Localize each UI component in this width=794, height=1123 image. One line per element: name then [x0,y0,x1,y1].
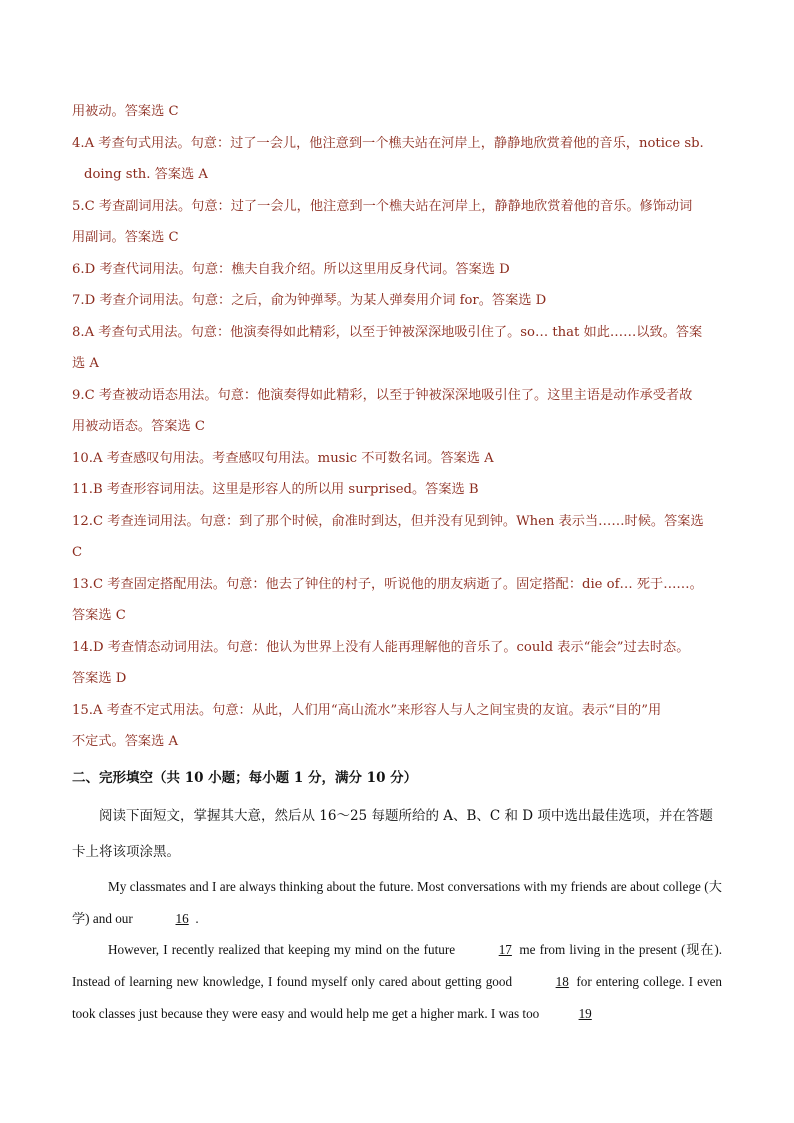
blank-17: 17 [498,942,512,958]
answer-line: 答案选 C [72,608,126,623]
answer-line: 用被动。答案选 C [72,104,179,119]
cloze-passage [72,871,722,1030]
passage-text: . [195,910,199,926]
answer-line: 10.A 考查感叹句用法。考查感叹句用法。music 不可数名词。答案选 A [72,450,494,466]
answer-line: 用副词。答案选 C [72,230,179,245]
answer-line: doing sth. 答案选 A [84,167,208,182]
answer-line: 选 A [72,356,99,371]
answer-line: 6.D 考查代词用法。句意：樵夫自我介绍。所以这里用反身代词。答案选 D [72,261,510,277]
answer-line: 4.A 考查句式用法。句意：过了一会儿，他注意到一个樵夫站在河岸上，静静地欣赏着他的音乐，notice sb. [72,135,704,151]
instruction-text: 阅读下面短文，掌握其大意，然后从 16～25 每题所给的 A、B、C 和 D 项中选出最佳选项，并在答题卡上将该项涂黑。 [72,808,713,860]
passage-paragraph [72,871,722,934]
answer-explanations [72,96,727,758]
section-title: 二、完形填空（共 10 小题；每小题 1 分，满分 10 分） [72,770,418,786]
passage-paragraph [72,934,722,1029]
passage-text: me from living in the present (现在). Instead of learning new knowledge, I found myself only cared about getting good [72,942,723,990]
blank-18: 18 [555,974,569,990]
passage-text: for entering college. I even took classes just because they were easy and would help me get a higher mark. I was too [72,974,723,1021]
answer-line: 15.A 考查不定式用法。句意：从此，人们用“高山流水”来形容人与人之间宝贵的友谊。表示“目的”用 [72,702,662,718]
answer-line: C [72,545,83,560]
answer-line: 11.B 考查形容词用法。这里是形容人的所以用 surprised。答案选 B [72,482,479,497]
answer-line: 不定式。答案选 A [72,734,179,749]
answer-line: 答案选 D [72,671,127,686]
answer-line: 8.A 考查句式用法。句意：他演奏得如此精彩，以至于钟被深深地吸引住了。so… that 如此……以致。答案 [72,324,703,340]
passage-text: My classmates and I are always thinking about the future. Most conversations with my friends are about college (大学) and our [72,879,722,926]
answer-line: 用被动语态。答案选 C [72,419,205,434]
blank-19: 19 [578,1005,592,1021]
answer-line: 7.D 考查介词用法。句意：之后，俞为钟弹琴。为某人弹奏用介词 for。答案选 D [72,293,547,308]
passage-text: However, I recently realized that keeping my mind on the future [108,942,456,958]
blank-16: 16 [175,910,189,926]
answer-line: 14.D 考查情态动词用法。句意：他认为世界上没有人能再理解他的音乐了。could 表示“能会”过去时态。 [72,639,690,655]
answer-line: 5.C 考查副词用法。句意：过了一会儿，他注意到一个樵夫站在河岸上，静静地欣赏着他的音乐。修饰动词 [72,198,693,214]
answer-line: 12.C 考查连词用法。句意：到了那个时候，俞准时到达，但并没有见到钟。When 表示当……时候。答案选 [72,513,704,529]
answer-line: 13.C 考查固定搭配用法。句意：他去了钟住的村子，听说他的朋友病逝了。固定搭配：die of… 死于……。 [72,576,703,592]
answer-line: 9.C 考查被动语态用法。句意：他演奏得如此精彩，以至于钟被深深地吸引住了。这里主语是动作承受者故 [72,387,693,403]
instructions [72,798,724,870]
